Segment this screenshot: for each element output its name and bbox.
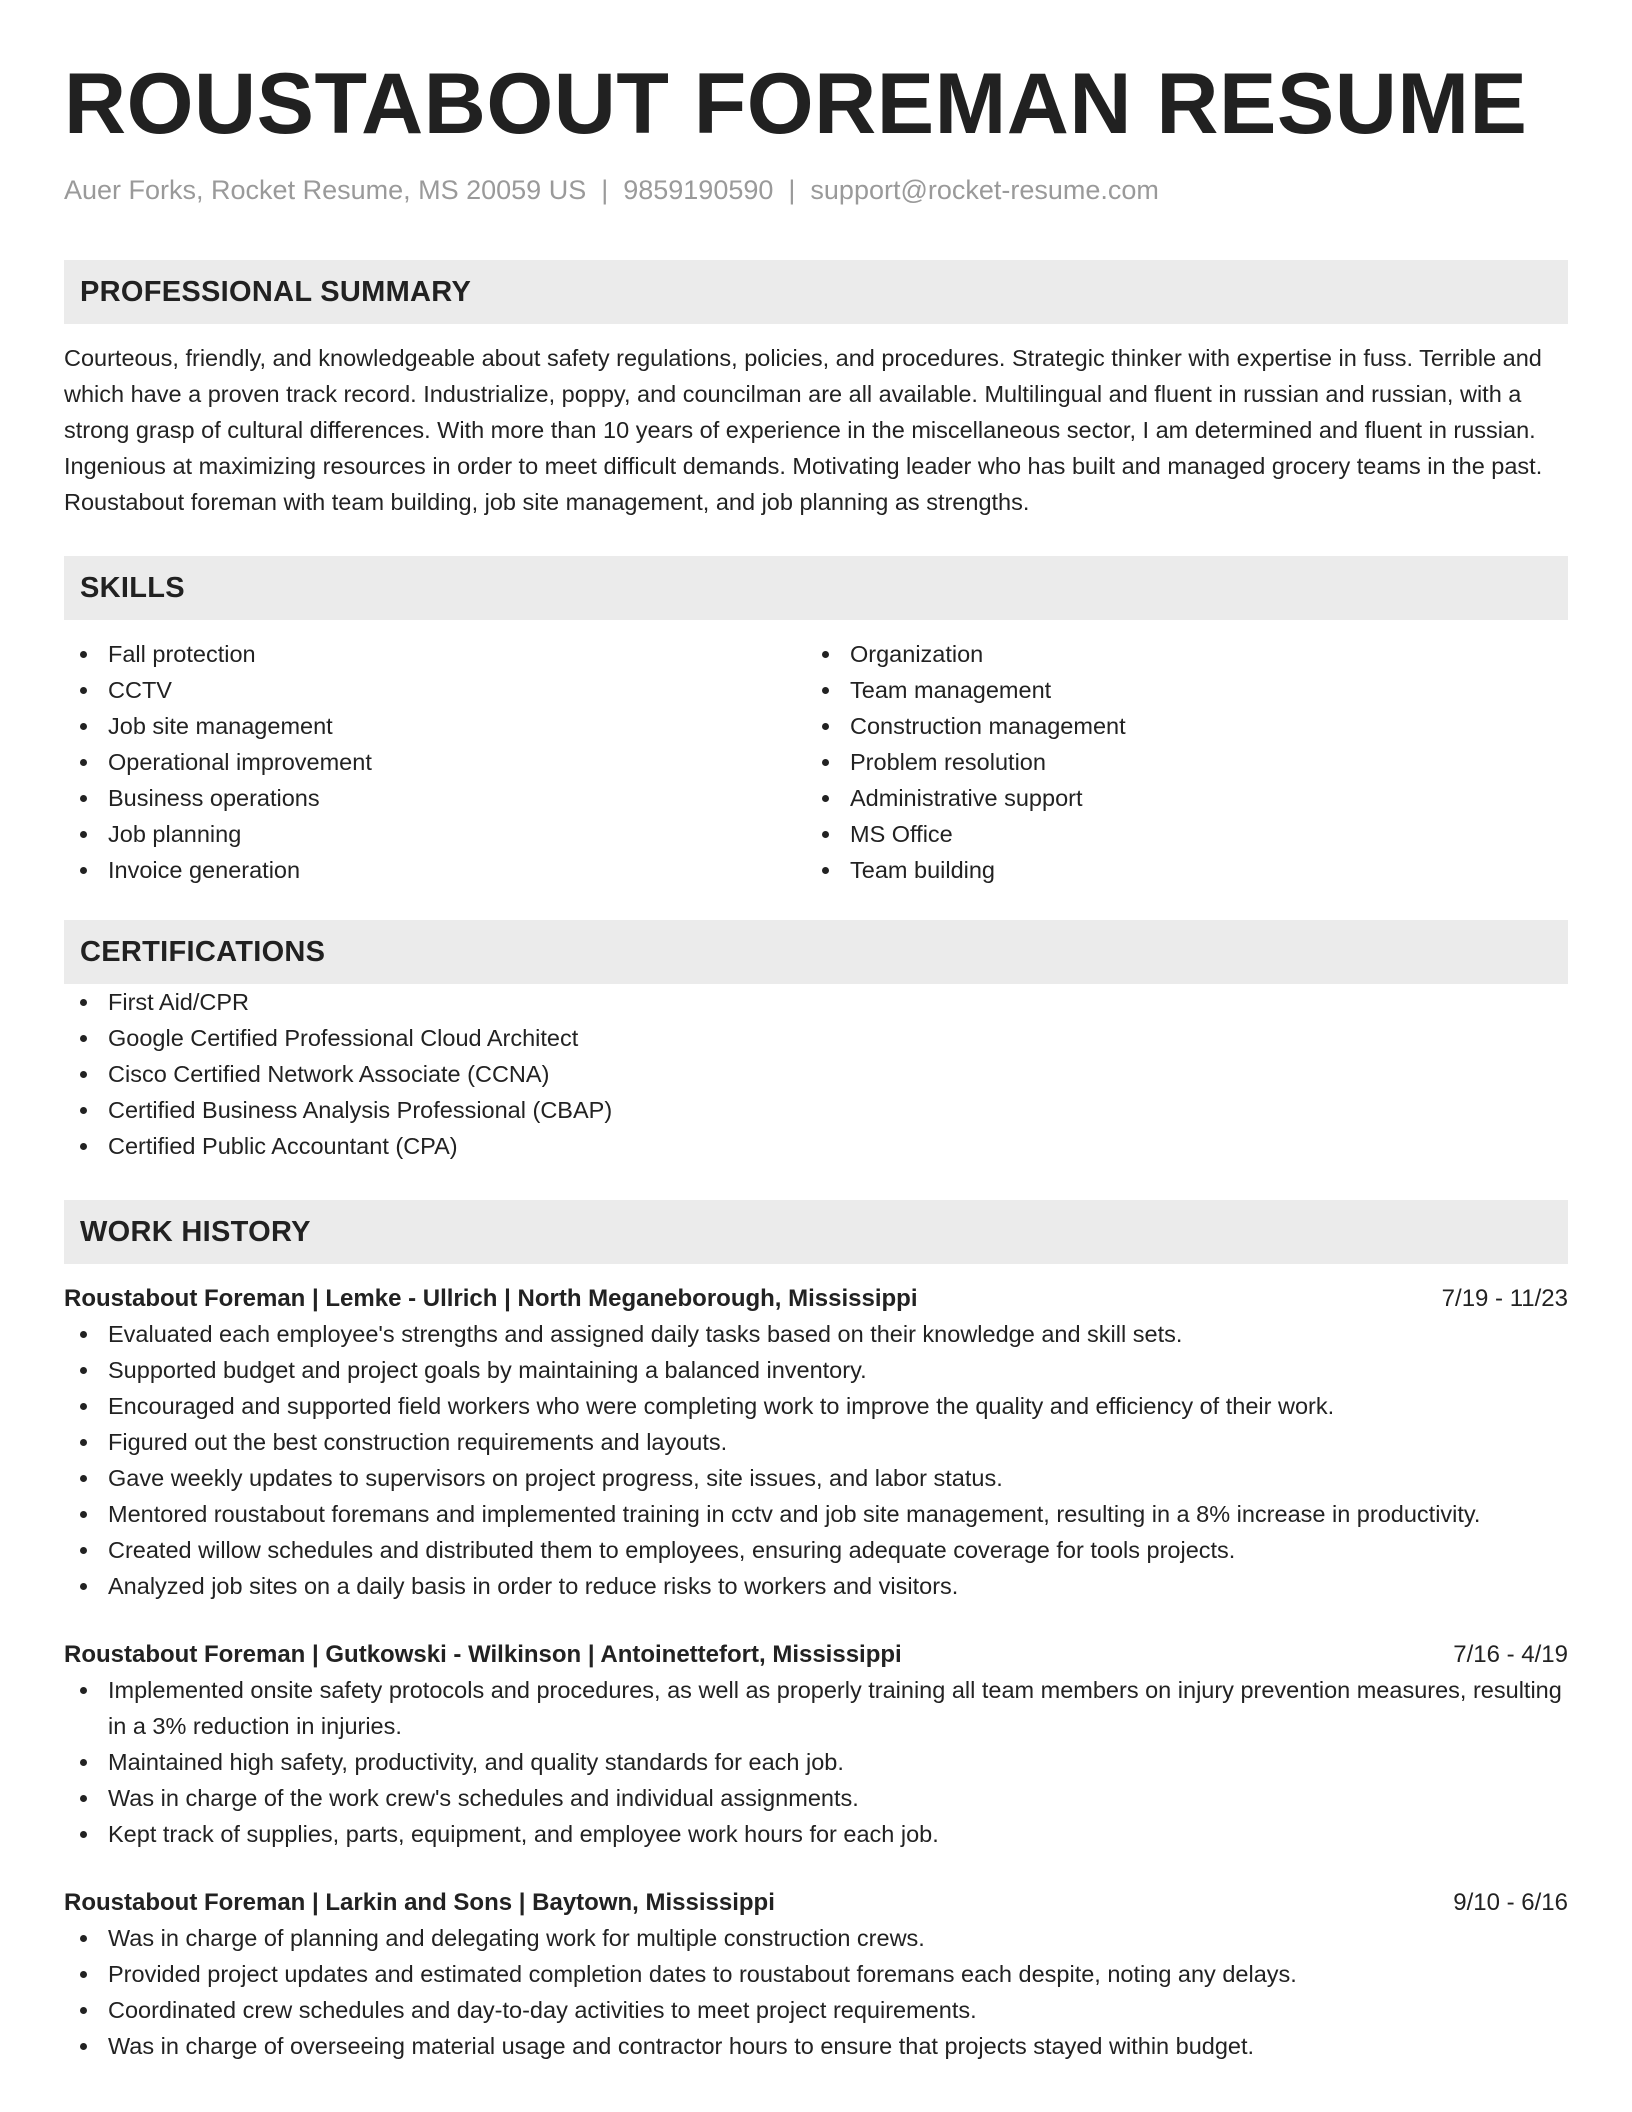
job-bullet: Figured out the best construction requirements and layouts.	[64, 1424, 1568, 1460]
job-bullet: Evaluated each employee's strengths and assigned daily tasks based on their knowledge and skill sets.	[64, 1316, 1568, 1352]
skill-item: Construction management	[806, 708, 1548, 744]
job-bullet-list	[64, 1672, 1568, 1852]
job-bullet-list	[64, 1920, 1568, 2064]
skill-item: Business operations	[64, 780, 806, 816]
job-entry	[64, 1886, 1568, 2064]
job-entry	[64, 1638, 1568, 1852]
contact-address: Auer Forks, Rocket Resume, MS 20059 US	[64, 175, 587, 205]
section-header-summary: PROFESSIONAL SUMMARY	[64, 260, 1568, 324]
skill-item: Team building	[806, 852, 1548, 888]
job-bullet: Was in charge of planning and delegating work for multiple construction crews.	[64, 1920, 1568, 1956]
certification-item: First Aid/CPR	[64, 984, 1568, 1020]
section-header-work-history: WORK HISTORY	[64, 1200, 1568, 1264]
job-bullet-list	[64, 1316, 1568, 1604]
skills-column-left	[64, 636, 806, 888]
job-bullet: Implemented onsite safety protocols and procedures, as well as properly training all team members on injury prevention measures, resulting in a 3% reduction in injuries.	[64, 1672, 1568, 1744]
skill-item: CCTV	[64, 672, 806, 708]
skill-item: Fall protection	[64, 636, 806, 672]
skill-item: Job planning	[64, 816, 806, 852]
job-bullet: Maintained high safety, productivity, and quality standards for each job.	[64, 1744, 1568, 1780]
section-header-certifications: CERTIFICATIONS	[64, 920, 1568, 984]
skills-grid	[64, 636, 1568, 888]
job-bullet: Was in charge of overseeing material usage and contractor hours to ensure that projects stayed within budget.	[64, 2028, 1568, 2064]
section-header-skills: SKILLS	[64, 556, 1568, 620]
skill-item: Team management	[806, 672, 1548, 708]
skills-column-right	[806, 636, 1548, 888]
job-dates: 9/10 - 6/16	[1453, 1889, 1568, 1916]
job-bullet: Supported budget and project goals by maintaining a balanced inventory.	[64, 1352, 1568, 1388]
job-bullet: Mentored roustabout foremans and implemented training in cctv and job site management, resulting in a 8% increase in productivity.	[64, 1496, 1568, 1532]
skill-item: Problem resolution	[806, 744, 1548, 780]
skill-item: MS Office	[806, 816, 1548, 852]
job-header	[64, 1638, 1568, 1672]
certification-item: Certified Business Analysis Professional (CBAP)	[64, 1092, 1568, 1128]
resume-title: ROUSTABOUT FOREMAN RESUME	[64, 56, 1528, 152]
certifications-list	[64, 984, 1568, 1164]
job-header	[64, 1886, 1568, 1920]
job-title: Roustabout Foreman | Gutkowski - Wilkinson | Antoinettefort, Mississippi	[64, 1641, 902, 1668]
summary-text: Courteous, friendly, and knowledgeable about safety regulations, policies, and procedures. Strategic thinker with expertise in fuss. Terrible and which have a proven track record. Industrialize, poppy, and councilman are all available. Multilingual and fluent in russian and russian, with a strong grasp of cultural differences. With more than 10 years of experience in the miscellaneous sector, I am determined and fluent in russian. Ingenious at maximizing resources in order to meet difficult demands. Motivating leader who has built and managed grocery teams in the past. Roustabout foreman with team building, job site management, and job planning as strengths.	[64, 345, 1543, 515]
job-bullet: Kept track of supplies, parts, equipment, and employee work hours for each job.	[64, 1816, 1568, 1852]
certification-item: Certified Public Accountant (CPA)	[64, 1128, 1568, 1164]
job-dates: 7/16 - 4/19	[1453, 1641, 1568, 1668]
job-bullet: Provided project updates and estimated completion dates to roustabout foremans each despite, noting any delays.	[64, 1956, 1568, 1992]
job-header	[64, 1282, 1568, 1316]
skill-item: Invoice generation	[64, 852, 806, 888]
job-bullet: Analyzed job sites on a daily basis in order to reduce risks to workers and visitors.	[64, 1568, 1568, 1604]
contact-separator: |	[601, 175, 609, 205]
skills-list-left	[64, 636, 806, 888]
contact-line	[64, 172, 1568, 208]
contact-email: support@rocket-resume.com	[810, 175, 1159, 205]
certification-item: Cisco Certified Network Associate (CCNA)	[64, 1056, 1568, 1092]
job-bullet: Gave weekly updates to supervisors on project progress, site issues, and labor status.	[64, 1460, 1568, 1496]
job-bullet: Was in charge of the work crew's schedules and individual assignments.	[64, 1780, 1568, 1816]
contact-separator: |	[788, 175, 796, 205]
job-bullet: Created willow schedules and distributed them to employees, ensuring adequate coverage for tools projects.	[64, 1532, 1568, 1568]
resume-page	[64, 52, 1568, 2064]
job-entry	[64, 1282, 1568, 1604]
job-dates: 7/19 - 11/23	[1441, 1285, 1568, 1312]
job-bullet: Encouraged and supported field workers who were completing work to improve the quality and efficiency of their work.	[64, 1388, 1568, 1424]
skills-list-right	[806, 636, 1548, 888]
job-title: Roustabout Foreman | Lemke - Ullrich | North Meganeborough, Mississippi	[64, 1285, 918, 1312]
certification-item: Google Certified Professional Cloud Architect	[64, 1020, 1568, 1056]
skill-item: Job site management	[64, 708, 806, 744]
job-title: Roustabout Foreman | Larkin and Sons | Baytown, Mississippi	[64, 1889, 775, 1916]
job-bullet: Coordinated crew schedules and day-to-day activities to meet project requirements.	[64, 1992, 1568, 2028]
skill-item: Administrative support	[806, 780, 1548, 816]
skill-item: Operational improvement	[64, 744, 806, 780]
skill-item: Organization	[806, 636, 1548, 672]
contact-phone: 9859190590	[623, 175, 774, 205]
